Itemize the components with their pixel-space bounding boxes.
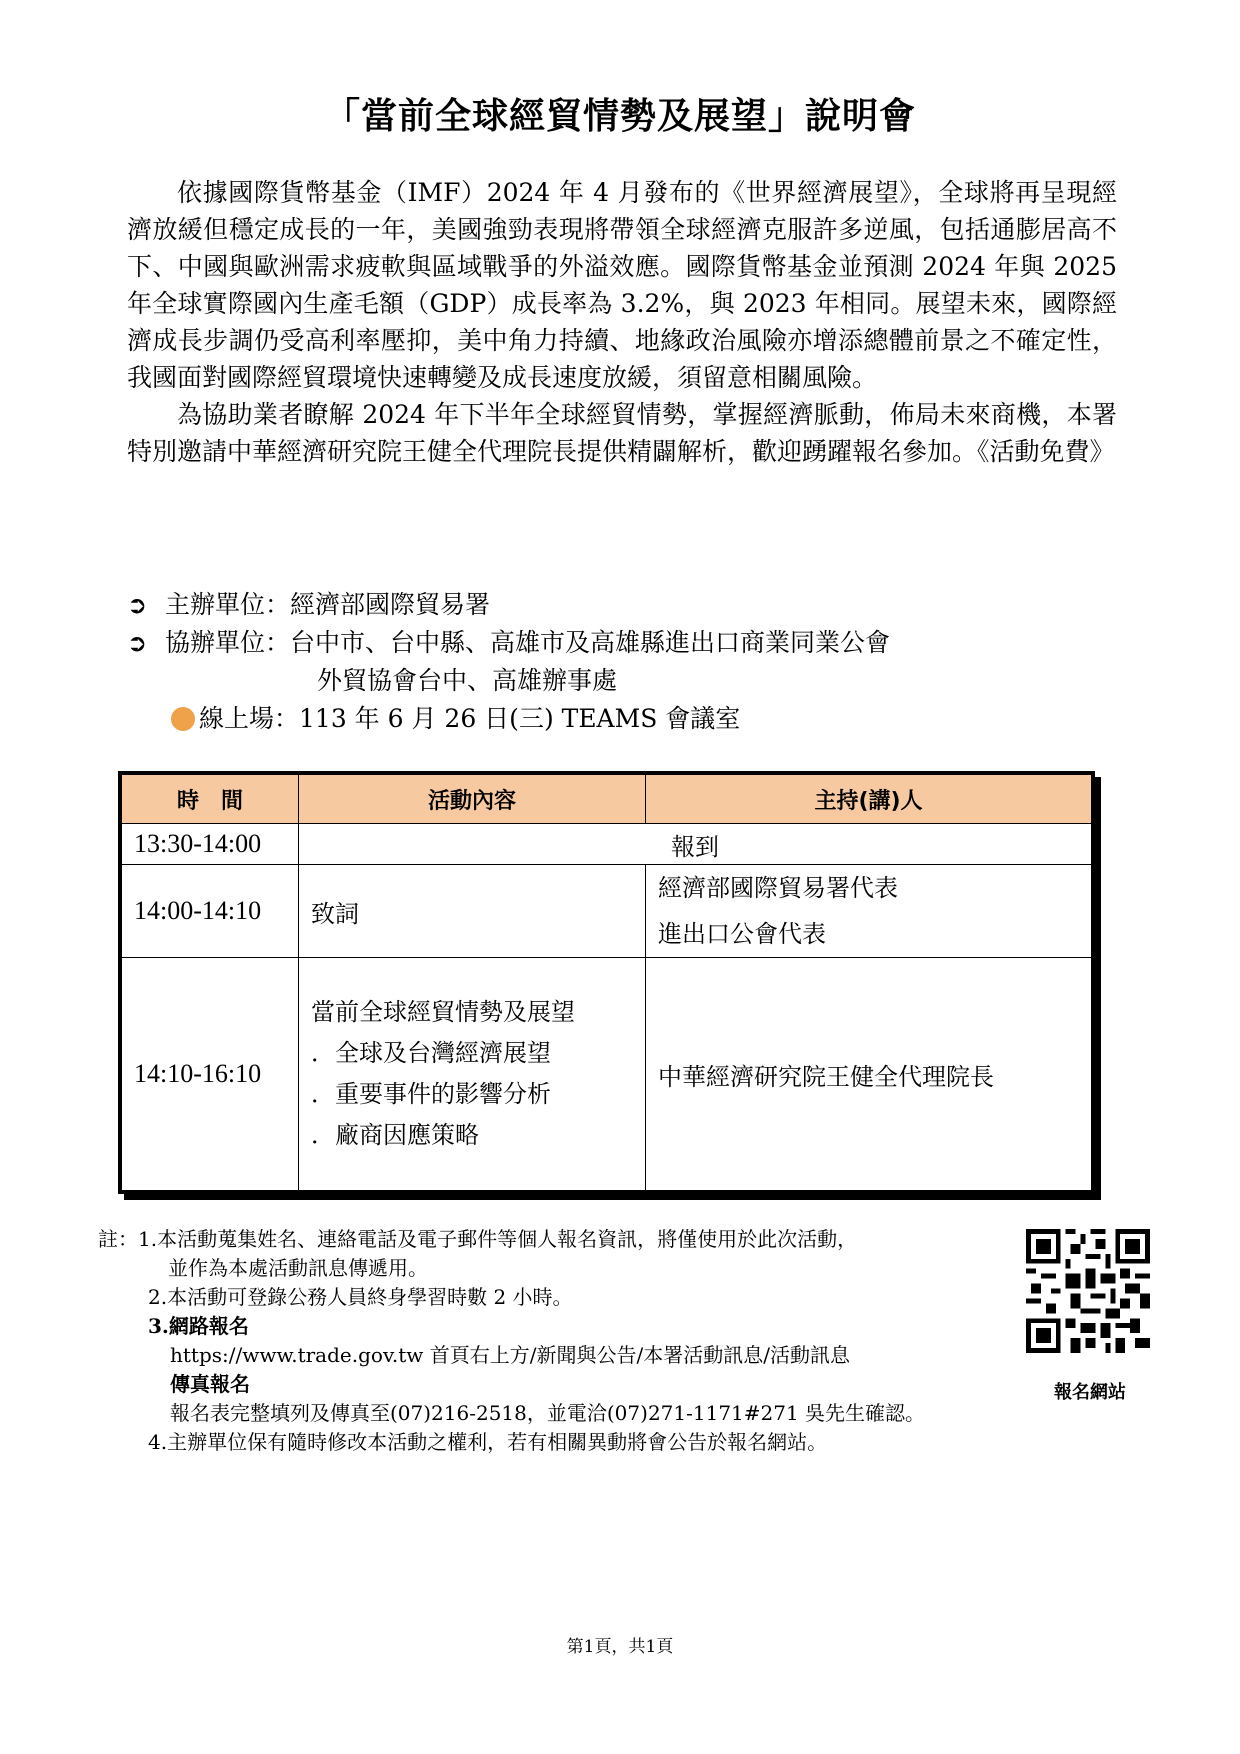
registration-url[interactable]: https://www.trade.gov.tw 首頁右上方/新聞與公告/本署活動訊息/活動訊息 xyxy=(170,1343,850,1367)
table-row xyxy=(120,958,1093,1193)
note-3: 3.網路報名 xyxy=(148,1314,249,1338)
row3-activity xyxy=(299,958,646,1193)
online-session-row xyxy=(127,700,890,738)
row2-activity: 致詞 xyxy=(299,865,646,958)
row2-time: 14:00-14:10 xyxy=(120,865,299,958)
table-row xyxy=(120,824,1093,865)
row3-activity-item: ．廠商因應策略 xyxy=(311,1121,479,1149)
intro-paragraph-2: 為協助業者瞭解 2024 年下半年全球經貿情勢，掌握經濟脈動，佈局未來商機，本署特別邀請中華經濟研究院王健全代理院長提供精闢解析，歡迎踴躍報名參加。《活動免費》 xyxy=(127,400,1117,466)
co-organizer-row xyxy=(127,624,890,662)
row3-host: 中華經濟研究院王健全代理院長 xyxy=(646,958,1094,1193)
note-1 xyxy=(98,1225,1028,1254)
event-info xyxy=(127,586,890,738)
notes-section xyxy=(98,1225,1028,1457)
table-header-row xyxy=(120,773,1093,824)
row1-time: 13:30-14:00 xyxy=(120,824,299,865)
online-value: 113 年 6 月 26 日(三) TEAMS 會議室 xyxy=(299,704,741,733)
organizer-row xyxy=(127,586,890,624)
row2-host-1: 經濟部國際貿易署代表 xyxy=(658,874,898,902)
note-1-text: 1.本活動蒐集姓名、連絡電話及電子郵件等個人報名資訊，將僅使用於此次活動， xyxy=(138,1227,858,1251)
note-1-continued: 並作為本處活動訊息傳遞用。 xyxy=(168,1256,428,1280)
co-organizer-label: 協辦單位： xyxy=(165,628,291,657)
header-host: 主持(講)人 xyxy=(646,773,1094,824)
intro-section xyxy=(127,174,1117,470)
row3-time: 14:10-16:10 xyxy=(120,958,299,1193)
note-4: 4.主辦單位保有隨時修改本活動之權利，若有相關異動將會公告於報名網站。 xyxy=(148,1430,828,1454)
note-2: 2.本活動可登錄公務人員終身學習時數 2 小時。 xyxy=(148,1285,573,1309)
page-title: 「當前全球經貿情勢及展望」說明會 xyxy=(323,95,916,137)
row2-host xyxy=(646,865,1094,958)
header-time: 時 間 xyxy=(120,773,299,824)
arrow-right-icon: ➲ xyxy=(127,629,148,657)
row3-activity-title: 當前全球經貿情勢及展望 xyxy=(311,998,575,1026)
page-footer: 第1頁，共1頁 xyxy=(566,1637,674,1657)
qr-code-icon[interactable] xyxy=(1026,1229,1150,1353)
notes-prefix: 註： xyxy=(98,1227,138,1251)
header-activity: 活動內容 xyxy=(299,773,646,824)
arrow-right-icon: ➲ xyxy=(127,591,148,619)
table-row xyxy=(120,865,1093,958)
orange-dot-icon xyxy=(171,707,195,731)
online-label: 線上場： xyxy=(199,704,300,733)
schedule-table xyxy=(118,771,1095,1194)
row1-content: 報到 xyxy=(299,824,1094,865)
co-organizer-value: 台中市、台中縣、高雄市及高雄縣進出口商業同業公會 xyxy=(290,628,891,657)
fax-instructions: 報名表完整填列及傳真至(07)216-2518，並電洽(07)271-1171#271 吳先生確認。 xyxy=(170,1401,926,1425)
fax-title: 傳真報名 xyxy=(170,1372,250,1396)
organizer-value: 經濟部國際貿易署 xyxy=(290,590,491,619)
co-organizer-value-2: 外貿協會台中、高雄辦事處 xyxy=(317,666,618,695)
organizer-label: 主辦單位： xyxy=(165,590,291,619)
qr-label: 報名網站 xyxy=(1054,1382,1126,1403)
row2-host-2: 進出口公會代表 xyxy=(658,920,826,948)
row3-activity-item: ．重要事件的影響分析 xyxy=(311,1080,551,1108)
intro-paragraph-1: 依據國際貨幣基金（IMF）2024 年 4 月發布的《世界經濟展望》，全球將再呈現經濟放緩但穩定成長的一年，美國強勁表現將帶領全球經濟克服許多逆風，包括通膨居高不下、中國與歐洲需求疲軟與區域戰爭的外溢效應。國際貨幣基金並預測 2024 年與 2025 年全球實際國內生產毛額（GDP）成長率為 3.2%，與 2023 年相同。展望未來，國際經濟成長步調仍受高利率壓抑，美中角力持續、地緣政治風險亦增添總體前景之不確定性，我國面對國際經貿環境快速轉變及成長速度放緩，須留意相關風險。 xyxy=(127,178,1117,392)
row3-activity-item: ．全球及台灣經濟展望 xyxy=(311,1039,551,1067)
